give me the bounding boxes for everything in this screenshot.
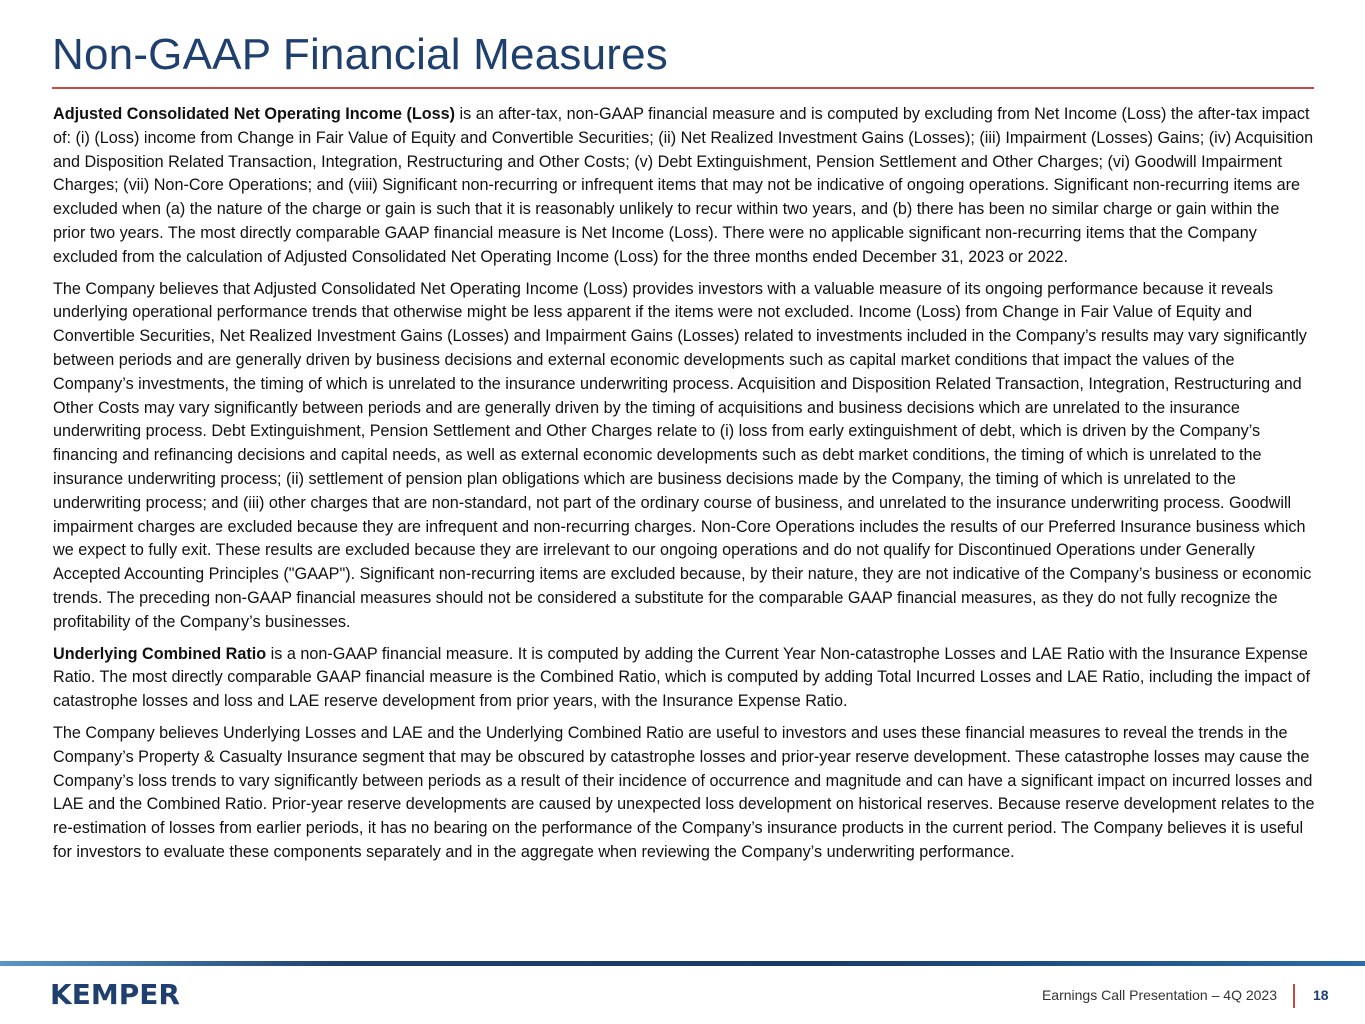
term-adjusted-net-operating-income: Adjusted Consolidated Net Operating Income (Loss) <box>53 105 456 123</box>
paragraph-text: The Company believes Underlying Losses and LAE and the Underlying Combined Ratio are useful to investors and uses these financial measures to reveal the trends in the Company’s Property & Casualty Insurance segment that may be obscured by catastrophe losses and prior-year reserve development. These catastrophe losses may cause the Company’s loss trends to vary significantly between periods as a result of their incidence of occurrence and magnitude and can have a significant impact on incurred losses and LAE and the Combined Ratio. Prior-year reserve developments are caused by unexpected loss development on historical reserves. Because reserve development relates to the re-estimation of losses from earlier periods, it has no bearing on the performance of the Company’s insurance products in the current period. The Company believes it is useful for investors to evaluate these components separately and in the aggregate when reviewing the Company’s underwriting performance. <box>53 723 1315 861</box>
paragraph-text: is a non-GAAP financial measure. It is computed by adding the Current Year Non-catastrophe Losses and LAE Ratio with the Insurance Expense Ratio. The most directly comparable GAAP financial measure is the Combined Ratio, which is computed by adding Total Incurred Losses and LAE Ratio, including the impact of catastrophe losses and loss and LAE reserve development from prior years, with the Insurance Expense Ratio. <box>53 644 1310 711</box>
term-underlying-combined-ratio: Underlying Combined Ratio <box>53 644 267 663</box>
footer-divider <box>1293 984 1295 1008</box>
paragraph-text: The Company believes that Adjusted Consolidated Net Operating Income (Loss) provides investors with a valuable measure of its ongoing performance because it reveals underlying operational performance trends that otherwise might be less apparent if the items were not excluded. Income (Loss) from Change in Fair Value of Equity and Convertible Securities, Net Realized Investment Gains (Losses) and Impairment Gains (Losses) related to investments included in the Company’s results may vary significantly between periods and are generally driven by business decisions and external economic developments such as capital market conditions that impact the values of the Company’s investments, the timing of which is unrelated to the insurance underwriting process. Acquisition and Disposition Related Transaction, Integration, Restructuring and Other Costs may vary significantly between periods and are generally driven by the timing of acquisitions and business decisions which are unrelated to the insurance underwriting process. Debt Extinguishment, Pension Settlement and Other Charges relate to (i) loss from early extinguishment of debt, which is driven by the Company’s financing and refinancing decisions and capital needs, as well as external economic developments such as debt market conditions, the timing of which is unrelated to the insurance underwriting process; (ii) settlement of pension plan obligations which are business decisions made by the Company, the timing of which is unrelated to the underwriting process; and (iii) other charges that are non-standard, not part of the ordinary course of business, and unrelated to the insurance underwriting process. Goodwill impairment charges are excluded because they are infrequent and non-recurring charges. Non-Core Operations includes the results of our Preferred Insurance business which we expect to fully exit. These results are excluded because they are irrelevant to our ongoing operations and do not qualify for Discontinued Operations under Generally Accepted Accounting Principles ("GAAP"). Significant non-recurring items are excluded because, by their nature, they are not indicative of the Company’s business or economic trends. The preceding non-GAAP financial measures should not be considered a substitute for the comparable GAAP financial measures, as they do not fully recognize the profitability of the Company’s businesses. <box>53 279 1312 631</box>
kemper-logo <box>50 979 180 1011</box>
title-divider <box>52 87 1314 89</box>
footer-band <box>0 961 1365 966</box>
paragraph-underlying-combined-ratio <box>53 643 1315 714</box>
page-title: Non-GAAP Financial Measures <box>52 30 668 79</box>
paragraph-text: is an after-tax, non-GAAP financial measure and is computed by excluding from Net Income (Loss) the after-tax impact of: (i) (Loss) income from Change in Fair Value of Equity and Convertible Securities; (ii) Net Realized Investment Gains (Losses); (iii) Impairment (Losses) Gains; (iv) Acquisition and Disposition Related Transaction, Integration, Restructuring and Other Costs; (v) Debt Extinguishment, Pension Settlement and Other Charges; (vi) Goodwill Impairment Charges; (vii) Non-Core Operations; and (viii) Significant non-recurring or infrequent items that may not be indicative of ongoing operations. Significant non-recurring items are excluded when (a) the nature of the charge or gain is such that it is reasonably unlikely to recur within two years, and (b) there has been no similar charge or gain within the prior two years. The most directly comparable GAAP financial measure is Net Income (Loss). There were no applicable significant non-recurring items that the Company excluded from the calculation of Adjusted Consolidated Net Operating Income (Loss) for the three months ended December 31, 2023 or 2022. <box>53 105 1314 266</box>
footer-label: Earnings Call Presentation – 4Q 2023 <box>1041 987 1277 1003</box>
logo-text: KEMPER <box>50 978 180 1011</box>
paragraph-company-beliefs-net-operating-income <box>53 278 1315 635</box>
paragraph-company-beliefs-combined-ratio <box>53 722 1315 865</box>
page-number: 18 <box>1313 987 1329 1003</box>
paragraph-adjusted-net-operating-income <box>53 103 1315 270</box>
slide-body <box>53 103 1315 873</box>
